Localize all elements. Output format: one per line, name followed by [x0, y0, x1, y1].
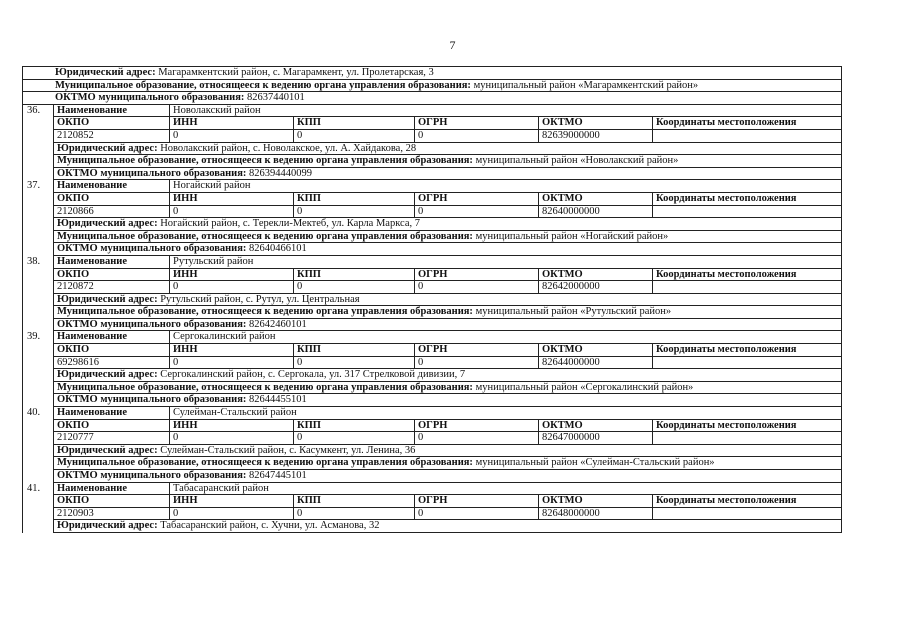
header-row [54, 269, 841, 282]
coords-value [653, 508, 841, 520]
values-row [54, 130, 841, 143]
okpo-value: 69298616 [54, 357, 170, 369]
inn-value: 0 [170, 281, 294, 293]
municipality-value: муниципальный район «Магарамкентский район» [473, 79, 699, 91]
entry-number: 37. [27, 180, 41, 192]
address-row [23, 67, 841, 80]
ogrn-value: 0 [415, 508, 539, 520]
address-value: Сулейман-Стальский район, с. Касумкент, ул. Ленина, 36 [160, 444, 416, 456]
municipality-label: Муниципальное образование, относящееся к ведению органа управления образования: [55, 79, 471, 91]
header-row [54, 495, 841, 508]
oktmo-value: 82640000000 [539, 206, 653, 218]
oktmo-value: 82642000000 [539, 281, 653, 293]
number-column-border [53, 105, 54, 181]
name-label: Наименование [54, 105, 170, 117]
name-row [54, 180, 841, 193]
name-row [54, 483, 841, 496]
ogrn-value: 0 [415, 206, 539, 218]
coords-header: Координаты местоположения [656, 344, 797, 356]
oktmo-header: ОКТМО [539, 117, 653, 129]
name-label: Наименование [54, 407, 170, 419]
ogrn-header: ОГРН [415, 117, 539, 129]
inn-header: ИНН [170, 495, 294, 507]
name-label: Наименование [54, 256, 170, 268]
oktmo-header: ОКТМО [539, 495, 653, 507]
municipality-value: муниципальный район «Ногайский район» [475, 230, 669, 242]
address-value: Сергокалинский район, с. Сергокала, ул. 317 Стрелковой дивизии, 7 [160, 369, 466, 381]
name-row [54, 407, 841, 420]
entry-number: 36. [27, 104, 41, 116]
inn-header: ИНН [170, 193, 294, 205]
inn-header: ИНН [170, 269, 294, 281]
organization-entry [23, 483, 841, 533]
values-row [54, 508, 841, 521]
kpp-header: КПП [294, 344, 415, 356]
inn-value: 0 [170, 432, 294, 444]
oktmo-mun-row [54, 319, 841, 332]
municipality-label: Муниципальное образование, относящееся к ведению органа управления образования: [57, 381, 473, 393]
municipality-row [23, 80, 841, 93]
oktmo-mun-value: 826394440099 [249, 167, 313, 179]
address-label: Юридический адрес: [57, 293, 158, 305]
entry-number: 38. [27, 255, 41, 267]
name-row [54, 105, 841, 118]
values-row [54, 281, 841, 294]
address-label: Юридический адрес: [57, 444, 158, 456]
oktmo-mun-label: ОКТМО муниципального образования: [57, 318, 247, 330]
organization-entry [23, 331, 841, 407]
okpo-header: ОКПО [54, 420, 170, 432]
inn-value: 0 [170, 130, 294, 142]
municipality-value: муниципальный район «Новолакский район» [475, 155, 679, 167]
inn-value: 0 [170, 357, 294, 369]
address-row [54, 369, 841, 382]
inn-header: ИНН [170, 420, 294, 432]
inn-value: 0 [170, 206, 294, 218]
kpp-header: КПП [294, 117, 415, 129]
oktmo-value: 82648000000 [539, 508, 653, 520]
kpp-value: 0 [294, 357, 415, 369]
oktmo-mun-row [54, 168, 841, 181]
ogrn-value: 0 [415, 432, 539, 444]
oktmo-header: ОКТМО [539, 420, 653, 432]
address-value: Магарамкентский район, с. Магарамкент, ул. Пролетарская, 3 [158, 67, 434, 78]
oktmo-mun-row [54, 243, 841, 256]
number-column-border [53, 483, 54, 533]
coords-header: Координаты местоположения [656, 419, 797, 431]
coords-value [653, 357, 841, 369]
coords-value [653, 432, 841, 444]
name-label: Наименование [54, 483, 170, 495]
name-label: Наименование [54, 331, 170, 343]
kpp-value: 0 [294, 130, 415, 142]
organization-entry [23, 105, 841, 181]
entry-number: 39. [27, 331, 41, 343]
municipality-label: Муниципальное образование, относящееся к ведению органа управления образования: [57, 306, 473, 318]
address-row [54, 445, 841, 458]
page-number: 7 [449, 38, 456, 52]
okpo-header: ОКПО [54, 193, 170, 205]
municipality-value: муниципальный район «Рутульский район» [475, 306, 672, 318]
address-label: Юридический адрес: [55, 67, 156, 78]
oktmo-mun-label: ОКТМО муниципального образования: [57, 243, 247, 255]
oktmo-mun-value: 82644455101 [249, 394, 307, 406]
address-value: Табасаранский район, с. Хучни, ул. Асманова, 32 [160, 520, 380, 532]
name-value: Новолакский район [173, 104, 261, 116]
header-row [54, 193, 841, 206]
ogrn-header: ОГРН [415, 193, 539, 205]
kpp-value: 0 [294, 281, 415, 293]
coords-header: Координаты местоположения [656, 495, 797, 507]
number-column-border [53, 256, 54, 332]
municipality-label: Муниципальное образование, относящееся к ведению органа управления образования: [57, 155, 473, 167]
inn-value: 0 [170, 508, 294, 520]
organization-entry [23, 256, 841, 332]
municipality-label: Муниципальное образование, относящееся к ведению органа управления образования: [57, 230, 473, 242]
okpo-header: ОКПО [54, 117, 170, 129]
address-label: Юридический адрес: [57, 142, 158, 154]
ogrn-header: ОГРН [415, 344, 539, 356]
coords-value [653, 281, 841, 293]
ogrn-value: 0 [415, 281, 539, 293]
values-row [54, 357, 841, 370]
municipality-row [54, 457, 841, 470]
kpp-value: 0 [294, 206, 415, 218]
oktmo-value: 82639000000 [539, 130, 653, 142]
name-value: Сергокалинский район [173, 331, 276, 343]
inn-header: ИНН [170, 344, 294, 356]
address-row [54, 520, 841, 533]
ogrn-value: 0 [415, 130, 539, 142]
header-row [54, 344, 841, 357]
kpp-header: КПП [294, 193, 415, 205]
address-row [54, 294, 841, 307]
values-row [54, 432, 841, 445]
okpo-value: 2120777 [54, 432, 170, 444]
coords-header: Координаты местоположения [656, 192, 797, 204]
name-value: Табасаранский район [173, 482, 269, 494]
kpp-value: 0 [294, 432, 415, 444]
address-label: Юридический адрес: [57, 218, 158, 230]
name-row [54, 256, 841, 269]
name-value: Сулейман-Стальский район [173, 407, 297, 419]
ogrn-header: ОГРН [415, 420, 539, 432]
name-value: Ногайский район [173, 180, 251, 192]
coords-header: Координаты местоположения [656, 117, 797, 129]
oktmo-mun-value: 82642460101 [249, 318, 307, 330]
entry-number: 40. [27, 407, 41, 419]
kpp-header: КПП [294, 269, 415, 281]
okpo-value: 2120852 [54, 130, 170, 142]
oktmo-mun-row [23, 92, 841, 105]
oktmo-value: 82644000000 [539, 357, 653, 369]
inn-header: ИНН [170, 117, 294, 129]
number-column-border [53, 331, 54, 407]
number-column-border [53, 407, 54, 483]
oktmo-mun-row [54, 394, 841, 407]
oktmo-header: ОКТМО [539, 344, 653, 356]
kpp-header: КПП [294, 420, 415, 432]
oktmo-mun-value: 82640466101 [249, 243, 307, 255]
address-label: Юридический адрес: [57, 520, 158, 532]
organizations-table [22, 66, 842, 533]
oktmo-mun-value: 82637440101 [247, 92, 305, 104]
address-value: Рутульский район, с. Рутул, ул. Центральная [160, 293, 360, 305]
oktmo-mun-label: ОКТМО муниципального образования: [57, 394, 247, 406]
kpp-header: КПП [294, 495, 415, 507]
kpp-value: 0 [294, 508, 415, 520]
municipality-row [54, 306, 841, 319]
coords-header: Координаты местоположения [656, 268, 797, 280]
okpo-header: ОКПО [54, 495, 170, 507]
name-value: Рутульский район [173, 255, 254, 267]
name-label: Наименование [54, 180, 170, 192]
address-row [54, 218, 841, 231]
municipality-value: муниципальный район «Сергокалинский район» [475, 381, 694, 393]
oktmo-header: ОКТМО [539, 269, 653, 281]
oktmo-mun-row [54, 470, 841, 483]
okpo-header: ОКПО [54, 269, 170, 281]
address-value: Новолакский район, с. Новолакское, ул. А. Хайдакова, 28 [160, 142, 417, 154]
coords-value [653, 130, 841, 142]
name-row [54, 331, 841, 344]
ogrn-value: 0 [415, 357, 539, 369]
entries-list [23, 105, 841, 533]
municipality-value: муниципальный район «Сулейман-Стальский район» [475, 457, 715, 469]
previous-entry-tail [23, 67, 841, 105]
oktmo-mun-label: ОКТМО муниципального образования: [57, 167, 247, 179]
okpo-header: ОКПО [54, 344, 170, 356]
number-column-border [53, 180, 54, 256]
header-row [54, 117, 841, 130]
okpo-value: 2120872 [54, 281, 170, 293]
address-row [54, 143, 841, 156]
organization-entry [23, 407, 841, 483]
organization-entry [23, 180, 841, 256]
ogrn-header: ОГРН [415, 269, 539, 281]
municipality-row [54, 382, 841, 395]
oktmo-mun-label: ОКТМО муниципального образования: [55, 92, 245, 104]
values-row [54, 206, 841, 219]
oktmo-value: 82647000000 [539, 432, 653, 444]
oktmo-header: ОКТМО [539, 193, 653, 205]
oktmo-mun-value: 82647445101 [249, 470, 307, 481]
ogrn-header: ОГРН [415, 495, 539, 507]
header-row [54, 420, 841, 433]
okpo-value: 2120866 [54, 206, 170, 218]
address-value: Ногайский район, с. Терекли-Мектеб, ул. Карла Маркса, 7 [160, 218, 420, 230]
municipality-row [54, 231, 841, 244]
entry-number: 41. [27, 482, 41, 494]
municipality-row [54, 155, 841, 168]
oktmo-mun-label: ОКТМО муниципального образования: [57, 470, 247, 481]
okpo-value: 2120903 [54, 508, 170, 520]
municipality-label: Муниципальное образование, относящееся к ведению органа управления образования: [57, 457, 473, 469]
coords-value [653, 206, 841, 218]
address-label: Юридический адрес: [57, 369, 158, 381]
